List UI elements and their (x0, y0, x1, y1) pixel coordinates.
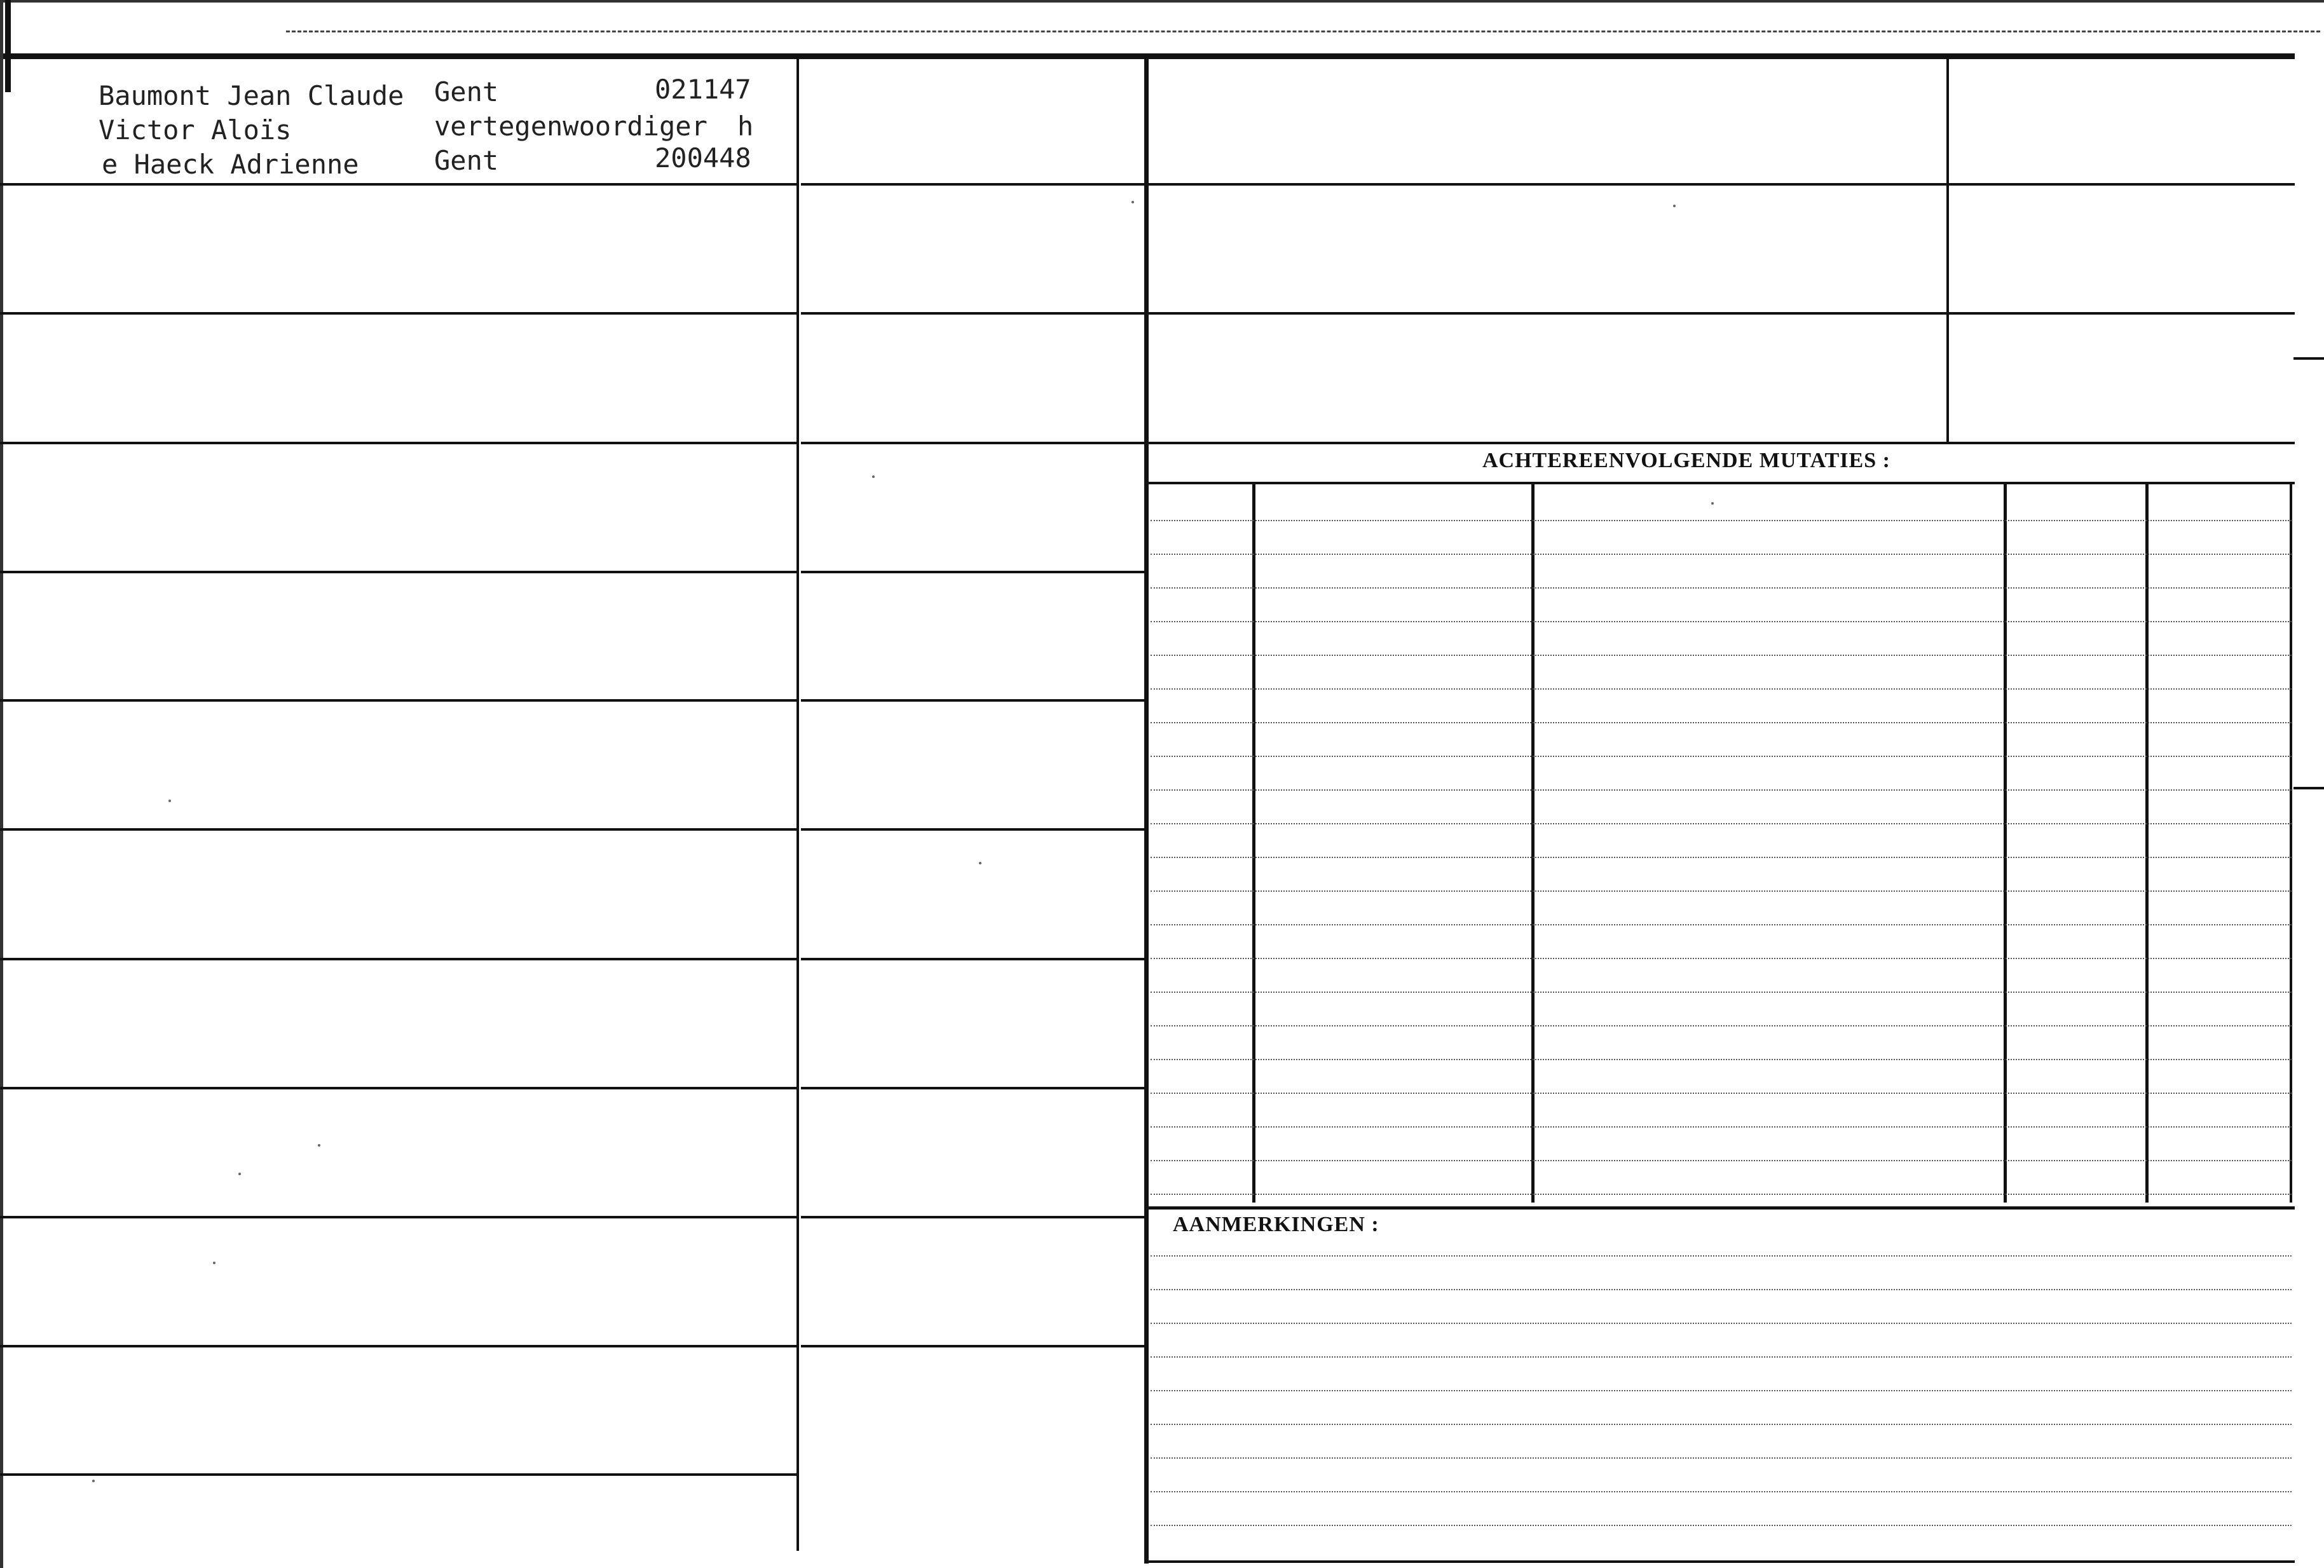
mutation-row-line (1151, 554, 2292, 555)
remarks-line (1151, 1323, 2292, 1324)
scan-speck (872, 475, 875, 478)
col2-rule-9 (801, 1216, 1144, 1218)
mutation-row-line (1151, 823, 2292, 824)
mutation-row-line (1151, 688, 2292, 690)
scan-speck (1131, 201, 1134, 203)
row-rule-6 (0, 828, 796, 831)
scan-speck (1673, 205, 1676, 207)
scan-speck (168, 800, 171, 802)
entry-place-1: Gent (434, 76, 499, 107)
entry-code-1: 021147 (655, 74, 751, 105)
edge-tick-1 (2293, 357, 2324, 360)
row-rule-10 (0, 1345, 796, 1347)
row-rule-5 (0, 699, 796, 702)
col2-rule-2 (801, 312, 1144, 315)
mutation-row-line (1151, 1160, 2292, 1161)
mutation-row-line (1151, 789, 2292, 791)
entry-place-3: Gent (434, 145, 499, 176)
mutation-row-line (1151, 1194, 2292, 1195)
remarks-line (1151, 1525, 2292, 1526)
mutations-col-divider-2 (1531, 484, 1535, 1203)
entry-code-3: 200448 (655, 142, 751, 174)
entry-place-2: vertegenwoordiger (434, 111, 707, 142)
column-divider-1 (796, 57, 799, 1551)
scan-speck (1711, 502, 1714, 505)
mutation-row-line (1151, 520, 2292, 521)
mutation-row-line (1151, 621, 2292, 622)
mutation-row-line (1151, 890, 2292, 892)
mutation-row-line (1151, 722, 2292, 723)
col2-rule-5 (801, 699, 1144, 702)
row-rule-7 (0, 958, 796, 960)
remarks-line (1151, 1255, 2292, 1257)
right-upper-rule-2 (1149, 312, 2295, 315)
row-rule-1 (0, 183, 796, 186)
entry-name-1: Baumont Jean Claude (99, 80, 404, 111)
col2-rule-4 (801, 571, 1144, 573)
mutations-bottom-rule (1149, 1206, 2295, 1210)
scan-speck (238, 1173, 241, 1175)
mutation-row-line (1151, 1025, 2292, 1026)
column-divider-3 (1946, 57, 1949, 442)
col2-rule-8 (801, 1087, 1144, 1089)
remarks-line (1151, 1424, 2292, 1425)
row-rule-4 (0, 571, 796, 573)
mutation-row-line (1151, 924, 2292, 925)
remarks-line (1151, 1457, 2292, 1459)
mutation-row-line (1151, 587, 2292, 589)
row-rule-9 (0, 1216, 796, 1218)
mutations-col-divider-3 (2004, 484, 2007, 1203)
scan-speck (213, 1262, 215, 1264)
mutation-row-line (1151, 1126, 2292, 1128)
col2-rule-3 (801, 442, 1144, 444)
mutation-row-line (1151, 958, 2292, 959)
row-rule-11 (0, 1473, 796, 1476)
left-edge-mark (5, 0, 11, 92)
entry-name-2: Victor Aloïs (99, 114, 292, 146)
top-dotted-line (286, 31, 2320, 32)
remarks-line (1151, 1356, 2292, 1358)
mutations-col-divider-1 (1252, 484, 1255, 1203)
remarks-line (1151, 1390, 2292, 1391)
mutation-row-line (1151, 1059, 2292, 1060)
mutations-col-divider-4 (2145, 484, 2149, 1203)
entry-code-2: h (737, 111, 754, 142)
mutation-row-line (1151, 1093, 2292, 1094)
col2-rule-7 (801, 958, 1144, 960)
row-rule-2 (0, 312, 796, 315)
mutations-header-underline (1149, 482, 2295, 484)
column-divider-2 (1144, 57, 1149, 1564)
mutation-row-line (1151, 857, 2292, 858)
right-upper-rule-1 (1149, 183, 2295, 186)
right-upper-rule-3 (1149, 442, 2295, 444)
bottom-rule (1149, 1560, 2295, 1563)
col2-rule-1 (801, 183, 1144, 186)
mutation-row-line (1151, 992, 2292, 993)
mutations-right-edge (2290, 484, 2292, 1203)
scan-speck (92, 1480, 95, 1482)
mutations-title: ACHTEREENVOLGENDE MUTATIES : (1482, 449, 1890, 472)
entry-name-3: e Haeck Adrienne (102, 149, 359, 180)
mutation-row-line (1151, 756, 2292, 757)
col2-rule-10 (801, 1345, 1144, 1347)
scan-speck (979, 862, 981, 864)
row-rule-8 (0, 1087, 796, 1089)
mutation-row-line (1151, 655, 2292, 656)
remarks-title: AANMERKINGEN : (1173, 1213, 1379, 1236)
remarks-line (1151, 1491, 2292, 1492)
remarks-line (1151, 1289, 2292, 1290)
edge-tick-2 (2293, 787, 2324, 789)
top-border (0, 0, 2324, 3)
col2-rule-6 (801, 828, 1144, 831)
left-edge-line (0, 0, 3, 1568)
scan-speck (318, 1144, 320, 1147)
row-rule-3 (0, 442, 796, 444)
